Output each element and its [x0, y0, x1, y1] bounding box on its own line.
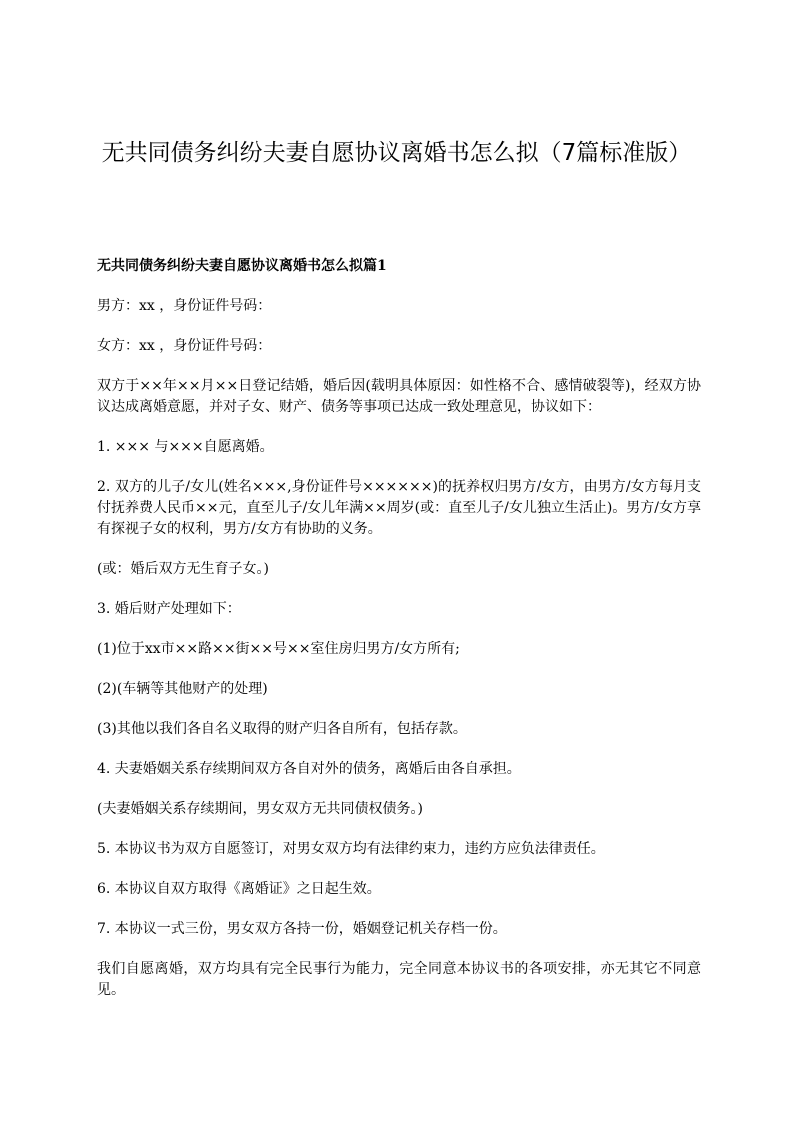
paragraph-clause-4-alt: (夫妻婚姻关系存续期间，男女双方无共同债权债务。) [97, 801, 423, 817]
paragraph-female-party: 女方：xx ，身份证件号码： [97, 338, 272, 354]
document-title: 无共同债务纠纷夫妻自愿协议离婚书怎么拟（7篇标准版） [101, 140, 692, 166]
paragraph-clause-2: 2. 双方的儿子/女儿(姓名×××,身份证件号××××××)的抚养权归男方/女方，由男方/女方每月支付抚养费人民币××元，直至儿子/女儿年满××周岁(或：直至儿子/女儿独立生活止)。男方/女方享有探视子女的权利，男方/女方有协助的义务。 [97, 479, 701, 537]
paragraph-clause-6: 6. 本协议自双方取得《离婚证》之日起生效。 [97, 881, 381, 897]
document-body [97, 256, 701, 1020]
paragraph-clause-3-1: (1)位于xx市××路××街××号××室住房归男方/女方所有; [97, 641, 460, 657]
paragraph-preamble: 双方于××年××月××日登记结婚，婚后因(载明具体原因：如性格不合、感情破裂等)，经双方协议达成离婚意愿，并对子女、财产、债务等事项已达成一致处理意见，协议如下： [97, 378, 701, 415]
paragraph-clause-7: 7. 本协议一式三份，男女双方各持一份，婚姻登记机关存档一份。 [97, 921, 507, 937]
section-heading: 无共同债务纠纷夫妻自愿协议离婚书怎么拟篇1 [97, 258, 387, 274]
paragraph-declaration: 我们自愿离婚，双方均具有完全民事行为能力，完全同意本协议书的各项安排，亦无其它不同意见。 [97, 961, 701, 998]
paragraph-clause-4: 4. 夫妻婚姻关系存续期间双方各自对外的债务，离婚后由各自承担。 [97, 761, 521, 777]
paragraph-male-party: 男方：xx ，身份证件号码： [97, 298, 272, 314]
paragraph-clause-3-2: (2)(车辆等其他财产的处理) [97, 681, 268, 697]
paragraph-clause-2-alt: (或：婚后双方无生育子女。) [97, 561, 269, 577]
paragraph-clause-1: 1. ××× 与×××自愿离婚。 [97, 439, 274, 455]
paragraph-clause-3-3: (3)其他以我们各自名义取得的财产归各自所有，包括存款。 [97, 721, 467, 737]
paragraph-clause-3: 3. 婚后财产处理如下： [97, 601, 241, 617]
paragraph-clause-5: 5. 本协议书为双方自愿签订，对男女双方均有法律约束力，违约方应负法律责任。 [97, 841, 605, 857]
